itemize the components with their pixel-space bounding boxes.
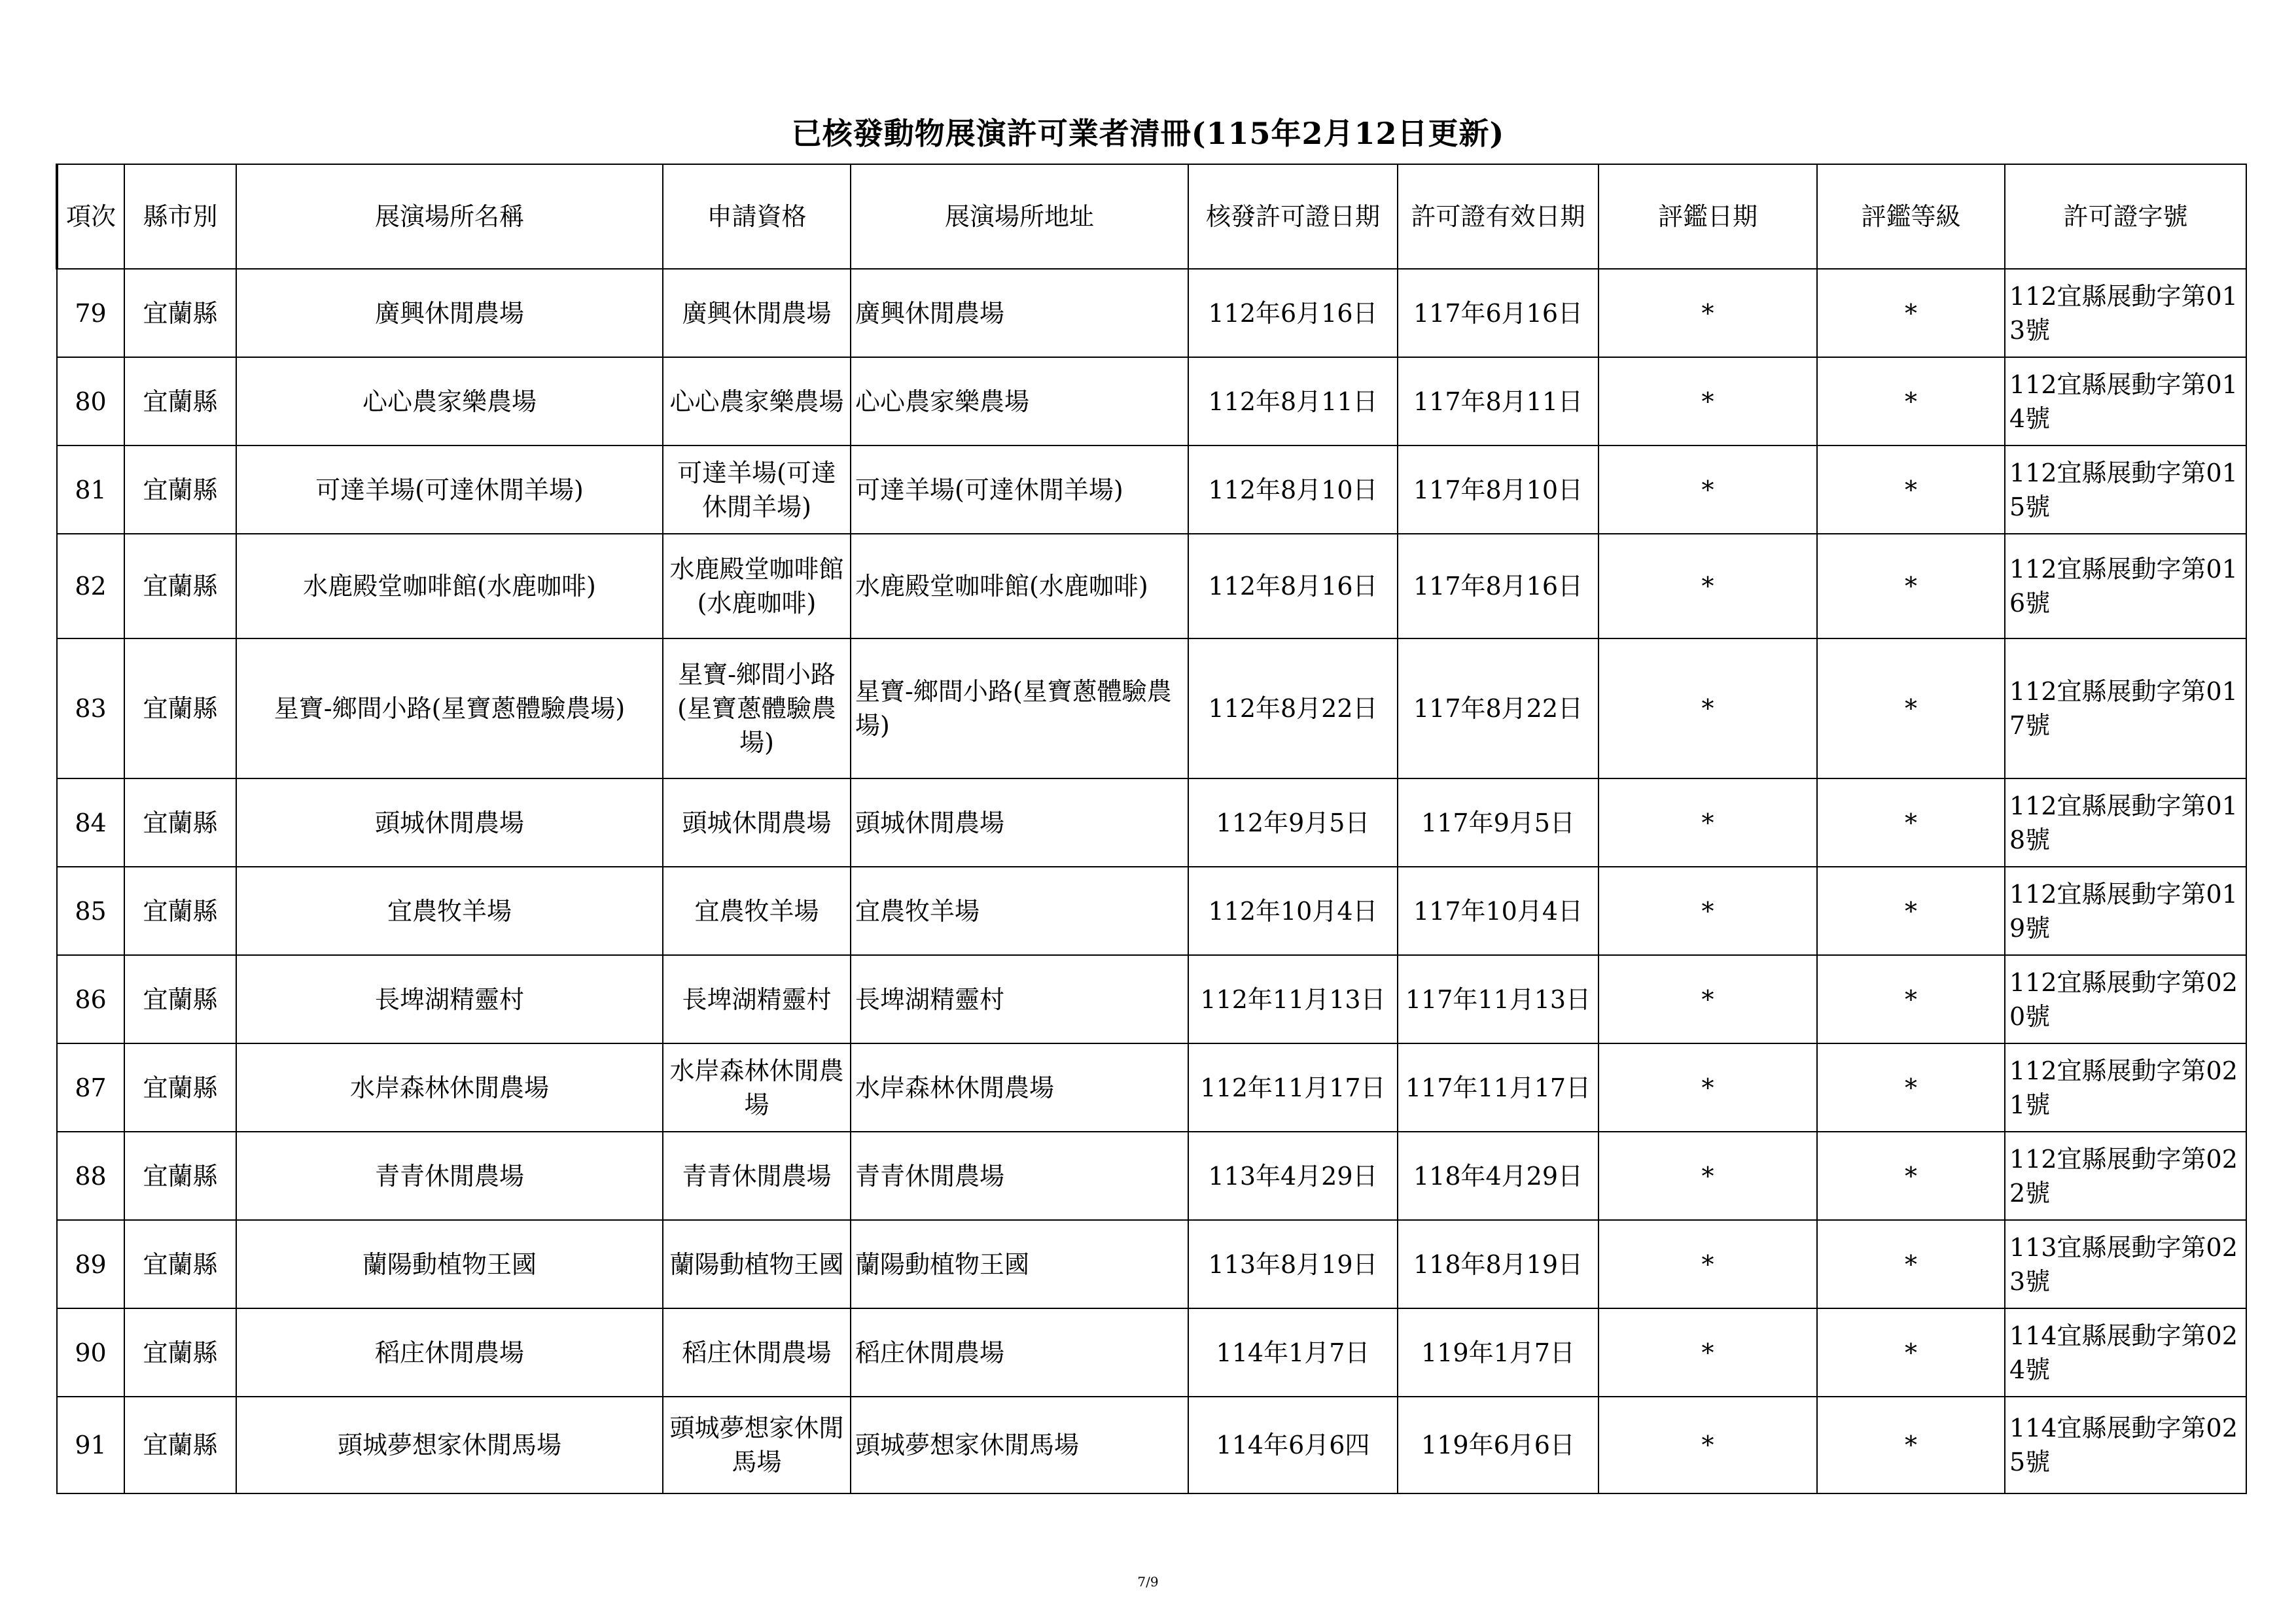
cell-venue: 頭城夢想家休閒馬場 <box>236 1397 663 1493</box>
cell-no: 83 <box>57 638 124 778</box>
permit-roster-table <box>56 164 2247 1494</box>
table-row <box>57 534 2246 638</box>
cell-eval-date: * <box>1598 867 1817 955</box>
table-row <box>57 778 2246 867</box>
cell-venue: 蘭陽動植物王國 <box>236 1220 663 1308</box>
cell-issued-date: 112年8月11日 <box>1188 357 1398 445</box>
cell-valid-date: 117年6月16日 <box>1398 269 1598 357</box>
cell-issued-date: 112年10月4日 <box>1188 867 1398 955</box>
cell-no: 82 <box>57 534 124 638</box>
cell-address: 水鹿殿堂咖啡館(水鹿咖啡) <box>851 534 1188 638</box>
cell-valid-date: 118年8月19日 <box>1398 1220 1598 1308</box>
column-header-issued-date: 核發許可證日期 <box>1188 164 1398 269</box>
cell-eval-grade: * <box>1817 1043 2005 1132</box>
cell-address: 宜農牧羊場 <box>851 867 1188 955</box>
cell-applicant: 頭城夢想家休閒馬場 <box>663 1397 851 1493</box>
cell-eval-grade: * <box>1817 269 2005 357</box>
cell-issued-date: 113年4月29日 <box>1188 1132 1398 1220</box>
cell-applicant: 水鹿殿堂咖啡館(水鹿咖啡) <box>663 534 851 638</box>
cell-permit-no: 112宜縣展動字第014號 <box>2005 357 2246 445</box>
cell-applicant: 心心農家樂農場 <box>663 357 851 445</box>
cell-county: 宜蘭縣 <box>124 955 236 1043</box>
cell-address: 稻庄休閒農場 <box>851 1308 1188 1397</box>
column-header-county: 縣市別 <box>124 164 236 269</box>
cell-no: 91 <box>57 1397 124 1493</box>
cell-valid-date: 119年1月7日 <box>1398 1308 1598 1397</box>
cell-no: 88 <box>57 1132 124 1220</box>
cell-county: 宜蘭縣 <box>124 1220 236 1308</box>
cell-venue: 星寶-鄉間小路(星寶蔥體驗農場) <box>236 638 663 778</box>
cell-address: 廣興休閒農場 <box>851 269 1188 357</box>
cell-address: 星寶-鄉間小路(星寶蔥體驗農場) <box>851 638 1188 778</box>
cell-county: 宜蘭縣 <box>124 269 236 357</box>
cell-venue: 水鹿殿堂咖啡館(水鹿咖啡) <box>236 534 663 638</box>
cell-permit-no: 112宜縣展動字第017號 <box>2005 638 2246 778</box>
cell-valid-date: 117年11月13日 <box>1398 955 1598 1043</box>
cell-county: 宜蘭縣 <box>124 534 236 638</box>
cell-valid-date: 117年10月4日 <box>1398 867 1598 955</box>
cell-venue: 心心農家樂農場 <box>236 357 663 445</box>
column-header-eval-date: 評鑑日期 <box>1598 164 1817 269</box>
cell-issued-date: 112年8月10日 <box>1188 445 1398 534</box>
cell-no: 90 <box>57 1308 124 1397</box>
cell-applicant: 青青休閒農場 <box>663 1132 851 1220</box>
cell-applicant: 稻庄休閒農場 <box>663 1308 851 1397</box>
cell-no: 86 <box>57 955 124 1043</box>
cell-issued-date: 112年11月17日 <box>1188 1043 1398 1132</box>
cell-valid-date: 117年8月10日 <box>1398 445 1598 534</box>
cell-eval-grade: * <box>1817 778 2005 867</box>
cell-eval-date: * <box>1598 1043 1817 1132</box>
cell-issued-date: 114年1月7日 <box>1188 1308 1398 1397</box>
column-header-eval-grade: 評鑑等級 <box>1817 164 2005 269</box>
cell-eval-date: * <box>1598 1220 1817 1308</box>
cell-valid-date: 117年11月17日 <box>1398 1043 1598 1132</box>
cell-no: 87 <box>57 1043 124 1132</box>
column-header-permit-no: 許可證字號 <box>2005 164 2246 269</box>
cell-valid-date: 117年8月16日 <box>1398 534 1598 638</box>
cell-issued-date: 112年11月13日 <box>1188 955 1398 1043</box>
cell-eval-date: * <box>1598 357 1817 445</box>
cell-county: 宜蘭縣 <box>124 867 236 955</box>
cell-eval-grade: * <box>1817 867 2005 955</box>
cell-address: 蘭陽動植物王國 <box>851 1220 1188 1308</box>
cell-issued-date: 114年6月6四 <box>1188 1397 1398 1493</box>
cell-issued-date: 112年8月22日 <box>1188 638 1398 778</box>
cell-permit-no: 113宜縣展動字第023號 <box>2005 1220 2246 1308</box>
column-header-address: 展演場所地址 <box>851 164 1188 269</box>
column-header-valid-date: 許可證有效日期 <box>1398 164 1598 269</box>
cell-address: 可達羊場(可達休閒羊場) <box>851 445 1188 534</box>
cell-issued-date: 112年8月16日 <box>1188 534 1398 638</box>
cell-issued-date: 113年8月19日 <box>1188 1220 1398 1308</box>
table-row <box>57 357 2246 445</box>
cell-county: 宜蘭縣 <box>124 1043 236 1132</box>
cell-address: 頭城休閒農場 <box>851 778 1188 867</box>
cell-permit-no: 114宜縣展動字第024號 <box>2005 1308 2246 1397</box>
cell-eval-grade: * <box>1817 638 2005 778</box>
cell-permit-no: 112宜縣展動字第016號 <box>2005 534 2246 638</box>
cell-eval-date: * <box>1598 269 1817 357</box>
cell-county: 宜蘭縣 <box>124 638 236 778</box>
cell-eval-date: * <box>1598 1132 1817 1220</box>
cell-issued-date: 112年6月16日 <box>1188 269 1398 357</box>
table-header-row <box>57 164 2246 269</box>
cell-eval-grade: * <box>1817 1397 2005 1493</box>
cell-applicant: 星寶-鄉間小路(星寶蔥體驗農場) <box>663 638 851 778</box>
cell-no: 81 <box>57 445 124 534</box>
cell-permit-no: 112宜縣展動字第021號 <box>2005 1043 2246 1132</box>
cell-venue: 長埤湖精靈村 <box>236 955 663 1043</box>
cell-issued-date: 112年9月5日 <box>1188 778 1398 867</box>
cell-no: 84 <box>57 778 124 867</box>
cell-applicant: 蘭陽動植物王國 <box>663 1220 851 1308</box>
cell-permit-no: 112宜縣展動字第022號 <box>2005 1132 2246 1220</box>
cell-eval-grade: * <box>1817 955 2005 1043</box>
cell-no: 85 <box>57 867 124 955</box>
table-row <box>57 1220 2246 1308</box>
cell-county: 宜蘭縣 <box>124 1397 236 1493</box>
cell-permit-no: 112宜縣展動字第013號 <box>2005 269 2246 357</box>
cell-eval-date: * <box>1598 1397 1817 1493</box>
cell-eval-grade: * <box>1817 1308 2005 1397</box>
cell-eval-grade: * <box>1817 357 2005 445</box>
cell-permit-no: 112宜縣展動字第020號 <box>2005 955 2246 1043</box>
cell-eval-date: * <box>1598 638 1817 778</box>
cell-applicant: 廣興休閒農場 <box>663 269 851 357</box>
column-header-no: 項次 <box>57 164 124 269</box>
cell-eval-date: * <box>1598 445 1817 534</box>
cell-valid-date: 119年6月6日 <box>1398 1397 1598 1493</box>
cell-permit-no: 112宜縣展動字第019號 <box>2005 867 2246 955</box>
cell-county: 宜蘭縣 <box>124 1132 236 1220</box>
cell-county: 宜蘭縣 <box>124 778 236 867</box>
table-row <box>57 1132 2246 1220</box>
cell-no: 79 <box>57 269 124 357</box>
cell-valid-date: 117年8月11日 <box>1398 357 1598 445</box>
cell-applicant: 頭城休閒農場 <box>663 778 851 867</box>
cell-venue: 可達羊場(可達休閒羊場) <box>236 445 663 534</box>
cell-applicant: 長埤湖精靈村 <box>663 955 851 1043</box>
cell-permit-no: 112宜縣展動字第015號 <box>2005 445 2246 534</box>
cell-venue: 稻庄休閒農場 <box>236 1308 663 1397</box>
column-header-applicant: 申請資格 <box>663 164 851 269</box>
table-row <box>57 445 2246 534</box>
cell-eval-grade: * <box>1817 534 2005 638</box>
cell-eval-date: * <box>1598 955 1817 1043</box>
table-row <box>57 1397 2246 1493</box>
cell-eval-grade: * <box>1817 1220 2005 1308</box>
cell-eval-date: * <box>1598 778 1817 867</box>
table-row <box>57 1043 2246 1132</box>
table-row <box>57 638 2246 778</box>
cell-county: 宜蘭縣 <box>124 445 236 534</box>
cell-address: 心心農家樂農場 <box>851 357 1188 445</box>
cell-eval-date: * <box>1598 1308 1817 1397</box>
table-row <box>57 1308 2246 1397</box>
cell-permit-no: 112宜縣展動字第018號 <box>2005 778 2246 867</box>
cell-permit-no: 114宜縣展動字第025號 <box>2005 1397 2246 1493</box>
cell-eval-grade: * <box>1817 1132 2005 1220</box>
cell-venue: 頭城休閒農場 <box>236 778 663 867</box>
cell-applicant: 可達羊場(可達休閒羊場) <box>663 445 851 534</box>
cell-county: 宜蘭縣 <box>124 357 236 445</box>
cell-venue: 廣興休閒農場 <box>236 269 663 357</box>
document-title: 已核發動物展演許可業者清冊(115年2月12日更新) <box>791 116 1505 151</box>
cell-no: 89 <box>57 1220 124 1308</box>
cell-address: 青青休閒農場 <box>851 1132 1188 1220</box>
cell-venue: 水岸森林休閒農場 <box>236 1043 663 1132</box>
table-row <box>57 867 2246 955</box>
cell-valid-date: 118年4月29日 <box>1398 1132 1598 1220</box>
cell-venue: 宜農牧羊場 <box>236 867 663 955</box>
cell-applicant: 水岸森林休閒農場 <box>663 1043 851 1132</box>
table-row <box>57 269 2246 357</box>
cell-address: 水岸森林休閒農場 <box>851 1043 1188 1132</box>
column-header-venue: 展演場所名稱 <box>236 164 663 269</box>
cell-county: 宜蘭縣 <box>124 1308 236 1397</box>
cell-valid-date: 117年8月22日 <box>1398 638 1598 778</box>
cell-applicant: 宜農牧羊場 <box>663 867 851 955</box>
table-row <box>57 955 2246 1043</box>
cell-no: 80 <box>57 357 124 445</box>
cell-address: 長埤湖精靈村 <box>851 955 1188 1043</box>
cell-eval-date: * <box>1598 534 1817 638</box>
cell-valid-date: 117年9月5日 <box>1398 778 1598 867</box>
page-number: 7/9 <box>1137 1574 1159 1590</box>
cell-venue: 青青休閒農場 <box>236 1132 663 1220</box>
cell-eval-grade: * <box>1817 445 2005 534</box>
cell-address: 頭城夢想家休閒馬場 <box>851 1397 1188 1493</box>
